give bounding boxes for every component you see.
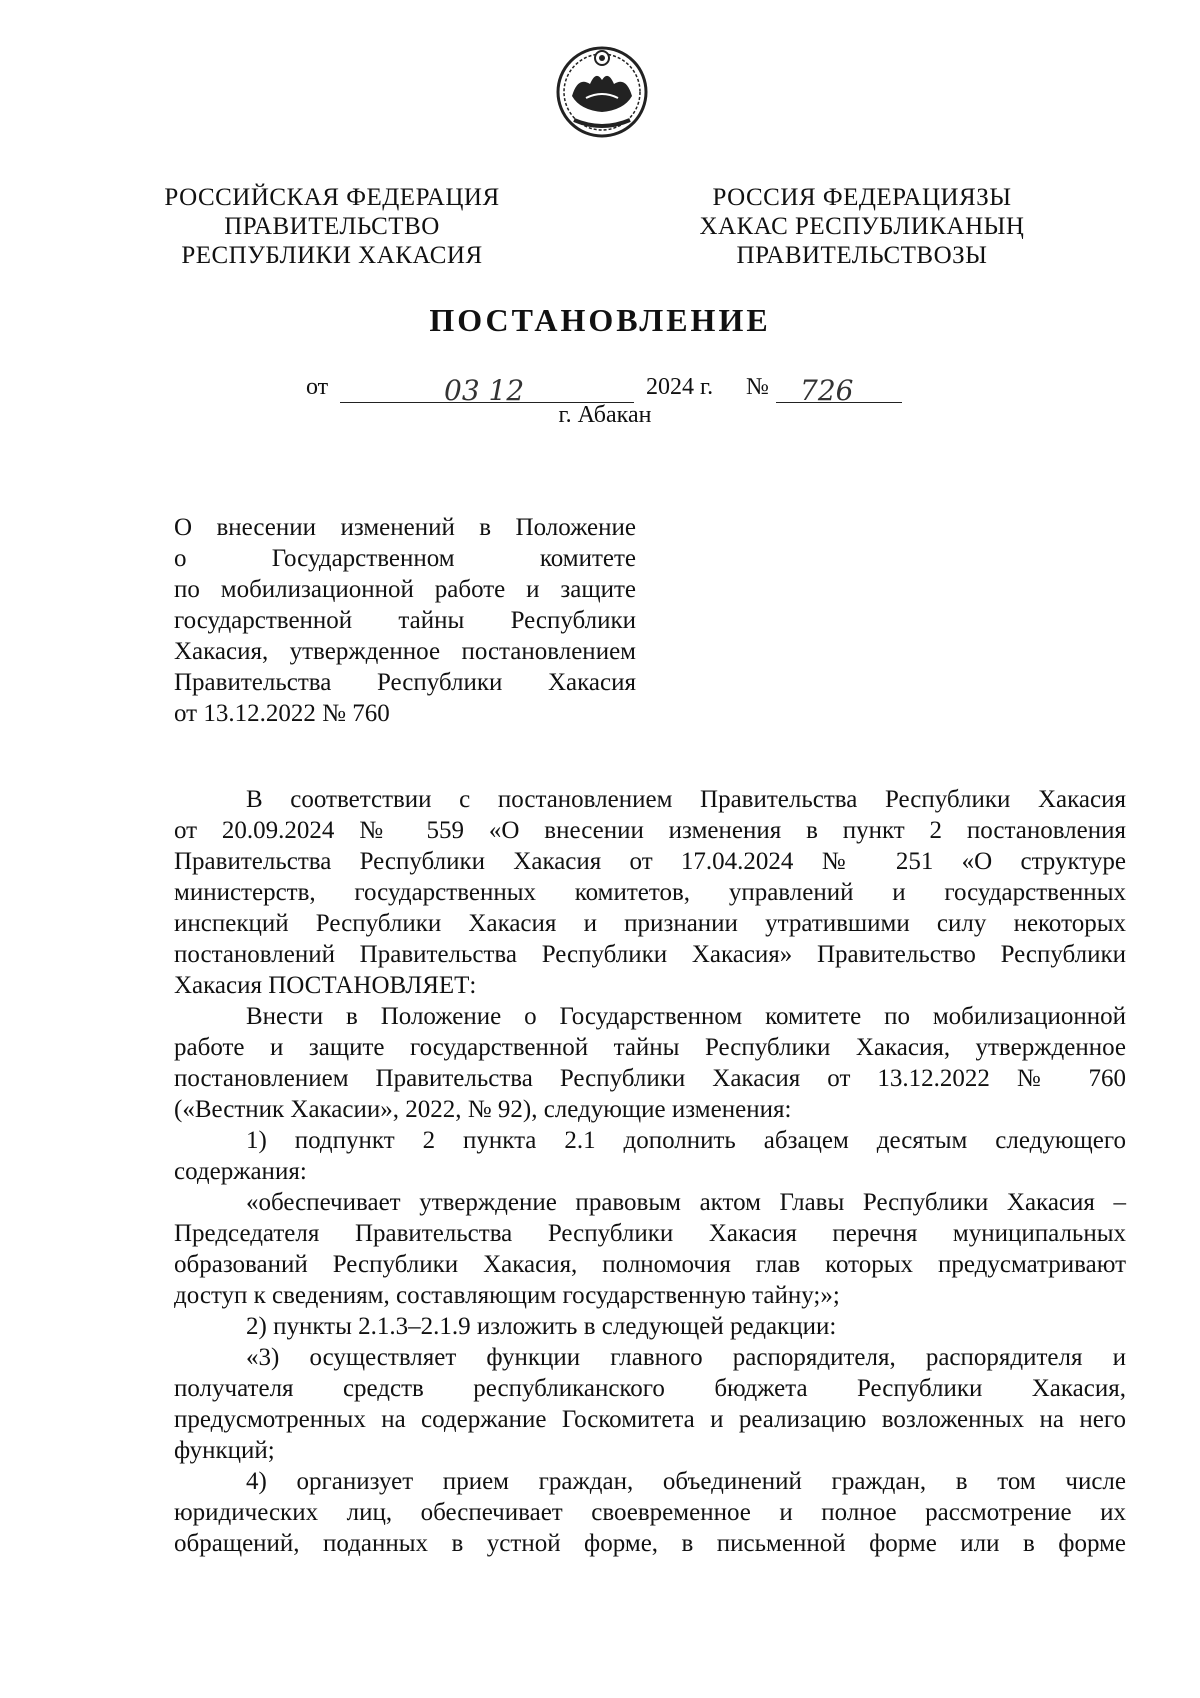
header-left-line: ПРАВИТЕЛЬСТВО (224, 213, 440, 240)
body-line: 1) подпункт 2 пункта 2.1 дополнить абзацем десятым следующего (246, 1127, 1126, 1154)
subject-line: о Государственном комитете (174, 545, 636, 572)
body-line: Правительства Республики Хакасия от 17.04.2024 № 251 «О структуре (174, 848, 1126, 875)
number-underline (776, 366, 902, 407)
date-year: 2024 г. (646, 374, 714, 400)
subject-line: по мобилизационной работе и защите (174, 576, 636, 603)
number-handwritten: 726 (800, 374, 854, 407)
subject-line: О внесении изменений в Положение (174, 514, 636, 541)
body-line: юридических лиц, обеспечивает своевременное и полное рассмотрение их (174, 1499, 1126, 1526)
subject-line: Хакасия, утвержденное постановлением (174, 638, 636, 665)
number-label: № (746, 374, 769, 400)
body-line: функций; (174, 1437, 275, 1464)
body-line: Внести в Положение о Государственном комитете по мобилизационной (246, 1003, 1126, 1030)
body-line: предусмотренных на содержание Госкомитета и реализацию возложенных на него (174, 1406, 1126, 1433)
body-line: содержания: (174, 1158, 307, 1185)
body-line: доступ к сведениям, составляющим государственную тайну;»; (174, 1282, 840, 1309)
subject-line: государственной тайны Республики (174, 607, 636, 634)
body-line: министерств, государственных комитетов, управлений и государственных (174, 879, 1126, 906)
body-line: («Вестник Хакасии», 2022, № 92), следующие изменения: (174, 1096, 792, 1123)
coat-of-arms-emblem (552, 40, 652, 140)
body-line: «3) осуществляет функции главного распорядителя, распорядителя и (246, 1344, 1126, 1371)
header-right (682, 183, 1042, 270)
subject-line: Правительства Республики Хакасия (174, 669, 636, 696)
city: г. Абакан (558, 402, 652, 428)
date-underline (340, 366, 634, 407)
body-line: получателя средств республиканского бюджета Республики Хакасия, (174, 1375, 1126, 1402)
body-line: постановлением Правительства Республики Хакасия от 13.12.2022 № 760 (174, 1065, 1126, 1092)
body-line: образований Республики Хакасия, полномочия глав которых предусматривают (174, 1251, 1126, 1278)
body-line: Председателя Правительства Республики Хакасия перечня муниципальных (174, 1220, 1126, 1247)
header-right-line: РОССИЯ ФЕДЕРАЦИЯЗЫ (712, 184, 1012, 211)
document-body (174, 784, 1126, 1559)
date-handwritten: 03 12 (444, 374, 525, 407)
body-line: 2) пункты 2.1.3–2.1.9 изложить в следующей редакции: (246, 1313, 837, 1340)
body-line: Хакасия ПОСТАНОВЛЯЕТ: (174, 972, 477, 999)
date-ot-label: от (306, 374, 329, 400)
document-title: ПОСТАНОВЛЕНИЕ (429, 302, 771, 338)
header-right-line: ПРАВИТЕЛЬСТВОЗЫ (736, 242, 988, 269)
body-line: обращений, поданных в устной форме, в письменной форме или в форме (174, 1530, 1126, 1557)
body-line: постановлений Правительства Республики Хакасия» Правительство Республики (174, 941, 1126, 968)
header-left-line: РОССИЙСКАЯ ФЕДЕРАЦИЯ (164, 184, 500, 211)
body-line: В соответствии с постановлением Правительства Республики Хакасия (246, 786, 1126, 813)
body-line: работе и защите государственной тайны Республики Хакасия, утвержденное (174, 1034, 1126, 1061)
header-left-line: РЕСПУБЛИКИ ХАКАСИЯ (181, 242, 483, 269)
subject-block (174, 512, 636, 729)
body-line: «обеспечивает утверждение правовым актом Главы Республики Хакасия – (246, 1189, 1126, 1216)
subject-line: от 13.12.2022 № 760 (174, 700, 390, 727)
body-line: инспекций Республики Хакасия и признании утратившими силу некоторых (174, 910, 1126, 937)
body-line: от 20.09.2024 № 559 «О внесении изменения в пункт 2 постановления (174, 817, 1126, 844)
header-left (152, 183, 512, 270)
header-right-line: ХАКАС РЕСПУБЛИКАНЫҢ (699, 213, 1025, 240)
body-line: 4) организует прием граждан, объединений граждан, в том числе (246, 1468, 1126, 1495)
